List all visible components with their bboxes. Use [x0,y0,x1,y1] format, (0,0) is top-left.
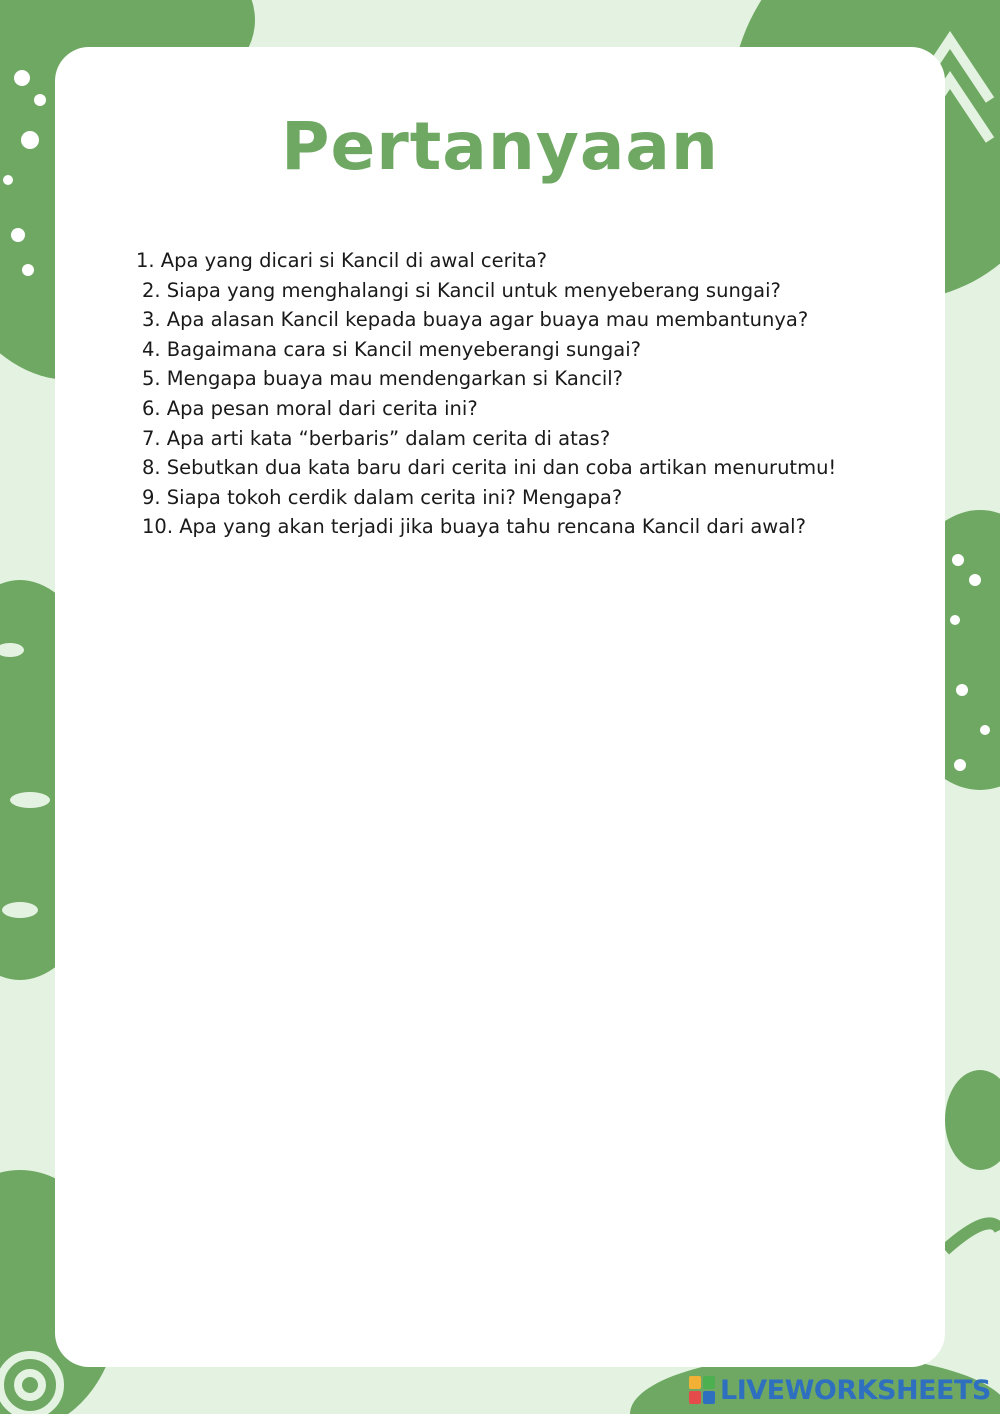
page-title: Pertanyaan [281,108,719,185]
question-item: 1. Apa yang dicari si Kancil di awal cerita? [136,249,548,272]
question-item: 5. Mengapa buaya mau mendengarkan si Kancil? [142,367,624,391]
question-item: 10. Apa yang akan terjadi jika buaya tahu rencana Kancil dari awal? [142,515,806,539]
content-card [55,47,945,1367]
question-list [136,246,836,542]
question-item: 3. Apa alasan Kancil kepada buaya agar buaya mau membantunya? [142,308,809,332]
question-item: 4. Bagaimana cara si Kancil menyeberangi sungai? [142,337,642,361]
question-item: 2. Siapa yang menghalangi si Kancil untuk menyeberang sungai? [142,278,781,302]
question-item: 8. Sebutkan dua kata baru dari cerita ini dan coba artikan menurutmu! [142,456,837,480]
question-item: 6. Apa pesan moral dari cerita ini? [142,396,478,420]
question-item: 7. Apa arti kata “berbaris” dalam cerita di atas? [142,426,611,450]
liveworksheets-logo-icon [688,1375,716,1405]
liveworksheets-logo [688,1372,991,1408]
question-item: 9. Siapa tokoh cerdik dalam cerita ini? Mengapa? [142,485,623,509]
watermark-text: LIVEWORKSHEETS [720,1374,991,1406]
